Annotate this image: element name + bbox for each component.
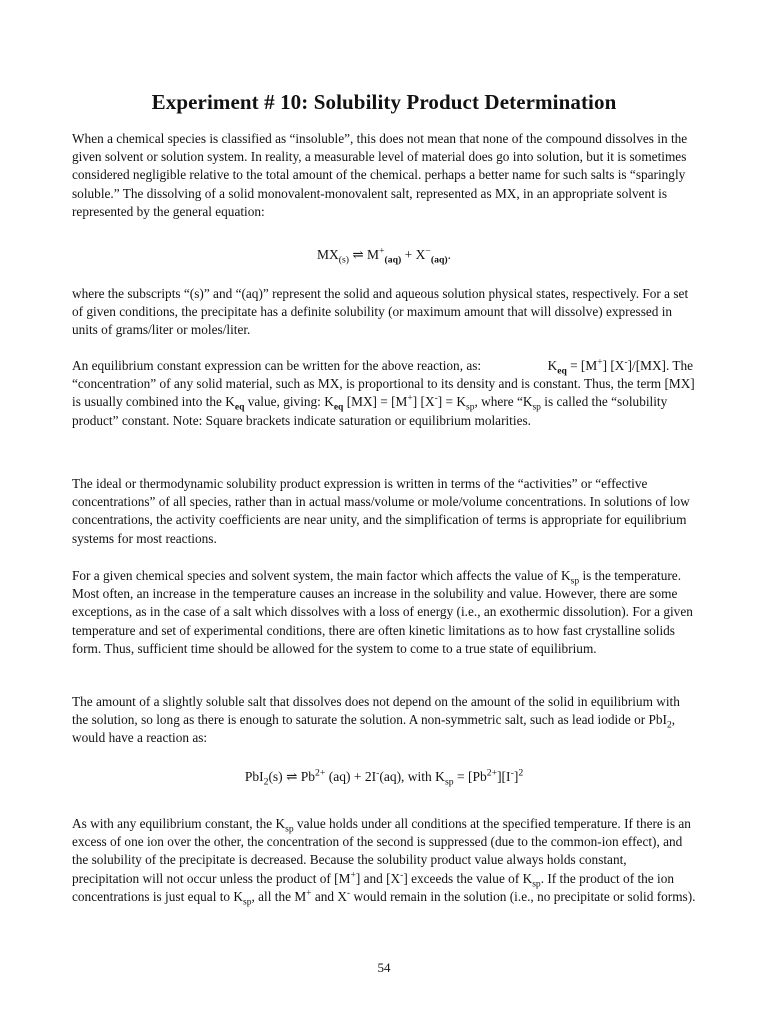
dissolution-equation: $MX_{(s)}$ ⇌ $M^+_{(aq)} + X^-_{(aq)}$.	[316, 245, 452, 266]
nonsymmetric-salt-paragraph: The amount of a slightly soluble salt that dissolves does not depend on the amount of the solid in equilibrium with the solution, so long as there is enough to saturate the solution. A non-symmetric salt, such as lead iodide or PbI$_2$, would have a reaction as:	[72, 694, 680, 746]
common-ion-paragraph: As with any equilibrium constant, the $K_{sp}$ value holds under all conditions at the specified temperature. If there is an excess of one ion over the other, the concentration of the second is suppressed (due to the common-ion effect), and the solubility of the precipitate is decreased. Because the solubility product value always holds constant, precipitation will not occur unless the product of [M+] and [X-] exceeds the value of $K_{sp}$. If the product of the ion concentrations is just equal to $K_{sp}$, all the M+ and X- would remain in the solution (i.e., no precipitate or solid forms).	[72, 816, 696, 908]
temperature-paragraph: For a given chemical species and solvent system, the main factor which affects the value of $K_{sp}$ is the temperature. Most often, an increase in the temperature causes an increase in the solubility and value. However, there are some exceptions, as in the case of a salt which dissolves with a loss of energy (i.e., an exothermic dissolution). For a given temperature and set of experimental conditions, there are often kinetic limitations as to how fast crystalline solids form. Thus, sufficient time should be allowed for the system to come to a true state of equilibrium.	[72, 568, 693, 656]
activities-paragraph: The ideal or thermodynamic solubility product expression is written in terms of the “activities” or “effective concentrations” of all species, rather than in actual mass/volume or mole/volume concentrations. In solutions of low concentrations, the activity coefficients are near unity, and the simplification of terms is appropriate for equilibrium systems for most reactions.	[72, 476, 690, 546]
intro-paragraph: When a chemical species is classified as “insoluble”, this does not mean that none of the compound dissolves in the given solvent or solution system. In reality, a measurable level of material does go into solution, but it is sometimes considered negligible relative to the total amount of the chemical. perhaps a better name for such salts is “sparingly soluble.” The dissolving of a solid monovalent-monovalent salt, represented as MX, in an appropriate solvent is represented by the general equation:	[72, 131, 688, 219]
states-paragraph: where the subscripts “(s)” and “(aq)” represent the solid and aqueous solution physical states, respectively. For a set of given conditions, the precipitate has a definite solubility (or maximum amount that will dissolve) expressed in units of grams/liter or moles/liter.	[72, 286, 689, 338]
lead-iodide-equation: PbI$_2$(s) ⇌ $Pb^{2+}$ (aq) + 2I-(aq), with $K_{sp} = [Pb^{2+}][I^-]^2$	[244, 767, 524, 788]
equilibrium-constant-paragraph: An equilibrium constant expression can be written for the above reaction, as: $K_{eq} = [M^+]$ [X-]/[MX]. The “concentration” of any solid material, such as MX, is proportional to its density and is constant. Thus, the term [MX] is usually combined into the $K_{eq}$ value, giving: $K_{eq}$ [MX] = [M+] $[X^-] = K_{sp}$, where “$K_{sp}$ is called the “solubility product” constant. Note: Square brackets indicate saturation or equilibrium molarities.	[72, 356, 695, 428]
page-number: 54	[377, 960, 391, 975]
page-title: Experiment # 10: Solubility Product Determination	[151, 90, 617, 114]
